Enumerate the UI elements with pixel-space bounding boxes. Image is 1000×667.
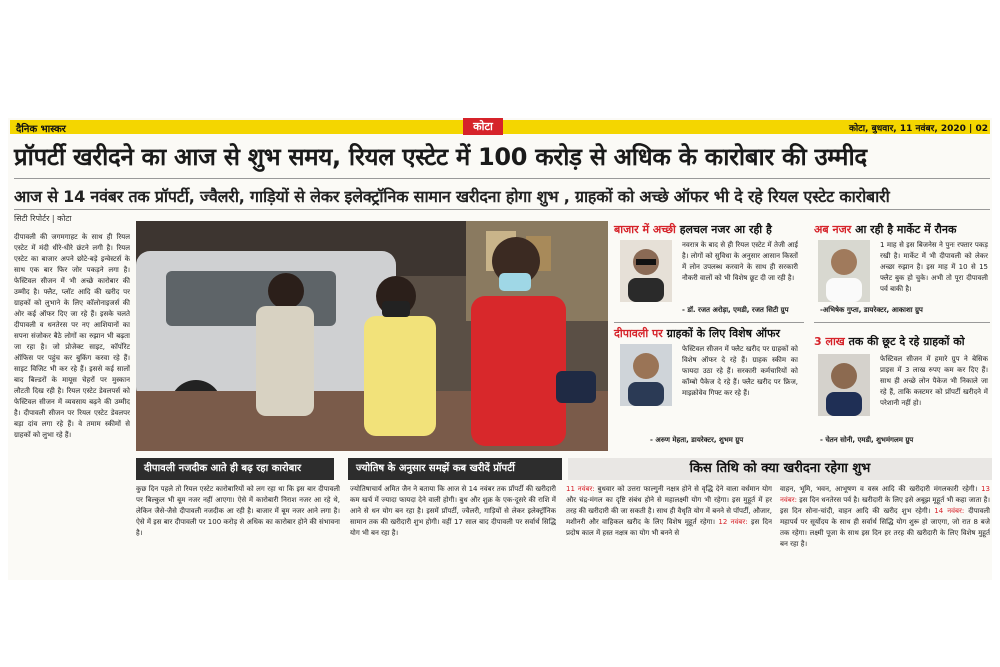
tithi-text: इस दिन प्रदोष काल में हस्त नक्षत्र का योग भी बनने से: [566, 518, 772, 537]
headline: प्रॉपर्टी खरीदने का आज से शुभ समय, रियल एस्टेट में 100 करोड़ से अधिक के कारोबार की उम्मीद: [14, 143, 867, 171]
byline: सिटी रिपोर्टर | कोटा: [14, 214, 72, 223]
divider: [614, 322, 804, 323]
tithi-date: 12 नवंबर:: [718, 518, 748, 526]
rounak-section-caption: -अभिषेक गुप्ता, डायरेक्टर, आकाशा ग्रुप: [820, 306, 923, 314]
diwali-section-title: दीपावली नजदीक आते ही बढ़ रहा कारोबार: [136, 458, 334, 480]
offer-section-text: फेस्टिवल सीजन में फ्लैट खरीद पर ग्राहकों को विशेष ऑफर दे रहे हैं। ग्राहक स्कीम का फायदा उठा रहे हैं। सरकारी कर्मचारियों को कॉम्बो पैकेज दे रहे हैं। फ्लैट खरीद पर फ्रिज, माइक्रोवेव गिफ्ट कर रहे हैं।: [682, 345, 798, 397]
tithi-text: वाहन, भूमि, भवन, आभूषण व वस्त्र आदि की खरीदारी मंगलकारी रहेगी।: [780, 485, 978, 493]
discount-section-title: 3 लाख तक की छूट दे रहे ग्राहकों को: [814, 335, 965, 348]
rounak-section-text: 1 माह से इस बिजनेस ने पुनः रफ्तार पकड़ रखी है। मार्केट में भी दीपावली को लेकर अच्छा रुझान है। इस माह में 10 से 15 फ्लैट बुक हो चुके। अभी तो पूरा दीपावली पर्व बाकी है।: [880, 241, 988, 293]
main-photo: [136, 221, 608, 451]
offer-section-caption: - अरुण मेहता, डायरेक्टर, शुभम ग्रुप: [650, 436, 744, 444]
dateline: कोटा, बुधवार, 11 नवंबर, 2020 | 02: [848, 124, 988, 134]
photo-rajat-arora: [620, 240, 672, 302]
photo-abhishek-gupta: [818, 240, 870, 302]
divider: [14, 209, 990, 210]
city-label: कोटा: [463, 118, 503, 135]
market-section-title: बाजार में अच्छी हलचल नजर आ रही है: [614, 223, 772, 236]
offer-section-title: दीपावली पर ग्राहकों के लिए विशेष ऑफर: [614, 327, 781, 340]
tithi-text: दीपावली महापर्व पर सूर्योदय के साथ ही सर्वार्थ सिद्धि योग शुरू हो जाएगा, जो रात 8 बजे तक रहेगा। लक्ष्मी पूजा के साथ इस दिन हर तरह की खरीदारी के लिए विशेष मुहूर्त बन रहा है।: [780, 507, 990, 548]
diwali-section-text: कुछ दिन पहले तो रियल एस्टेट कारोबारियों को लग रहा था कि इस बार दीपावली पर बिल्कुल भी बूम नजर नहीं आएगा। ऐसे में कारोबारी निराश नजर आ रहे थे, लेकिन जैसे-जैसे दीपावली नजदीक आ रही है। बाजार में बूम नजर आने लगा है। ऐसे में इस बार दीपावली पर 100 करोड़ से अधिक का कारोबार होने की संभावना है।: [136, 485, 340, 537]
market-section-text: नवरात्र के बाद से ही रियल एस्टेट में तेजी आई है। लोगों को सुविधा के अनुसार आसान किस्तों में लोन उपलब्ध करवाने के साथ ही सरकारी नौकरी वालों को भी विशेष छूट दी जा रही है।: [682, 241, 798, 282]
tithi-left-column: [566, 484, 772, 574]
rounak-section-title: अब नजर आ रही है मार्केट में रौनक: [814, 223, 957, 236]
left-column-text: दीपावली की जगमगाहट के साथ ही रियल एस्टेट में मंदी धीरे-धीरे छंटने लगी है। रियल एस्टेट का बाजार अपने छोटे-बड़े इन्वेस्टर्स के साथ एक बार फिर जोर पकड़ने लगा है। फेस्टिवल सीजन में भी अच्छे कारोबार की उम्मीद है। फ्लैट, प्लॉट आदि की खरीद पर ग्राहकों को लुभाने के लिए कॉलोनाइजर्स की ओर कई ऑफर दिए जा रहे हैं। इसके चलते दीपावली व धनतेरस पर नए आशियानों का सपना संजोकर बैठे लोगों का रुझान भी बढ़ता जा रहा है। जो प्रोजेक्ट साइट, कॉर्पोरेट ऑफिस पर पहुंच कर बुकिंग करवा रहे हैं। साइट विजिट भी कर रहे हैं। इससे कई सालों बाद बिल्डरों के मायूस चेहरों पर मुस्कान लौटती दिख रही है। रियल एस्टेट डेवलपर्स को फेस्टिवल सीजन में व्यवसाय बढ़ने की उम्मीद है। दीपावली सीजन पर रियल एस्टेट डेवलपर बड़ा दांव लगा रहे हैं। वे तमाम स्कीमों से ग्राहकों को लुभा रहे हैं।: [14, 233, 130, 439]
tithi-text: इस दिन धनतेरस पर्व है। खरीदारी के लिए इसे अबूझ मूहूर्त भी कहा जाता है। इस दिन सोना-चांदी, वाहन आदि की खरीद शुभ रहेगी।: [780, 496, 990, 515]
tithi-date: 11 नवंबर:: [566, 485, 595, 493]
photo-arun-mehta: [620, 344, 672, 406]
discount-section-caption: - चेतन सोनी, एमडी, शुभमंगलम ग्रुप: [820, 436, 914, 444]
tithi-right-column: [780, 484, 990, 574]
market-section-caption: - डॉ. रजत अरोड़ा, एमडी, रजत सिटी ग्रुप: [682, 306, 789, 314]
divider: [814, 322, 990, 323]
divider: [14, 178, 990, 179]
astrology-section-title: ज्योतिष के अनुसार समझें कब खरीदें प्रॉपर्टी: [348, 458, 562, 480]
subheadline: आज से 14 नवंबर तक प्रॉपर्टी, ज्वैलरी, गाड़ियों से लेकर इलेक्ट्रॉनिक सामान खरीदना होगा शुभ , ग्राहकों को अच्छे ऑफर भी दे रहे रियल एस्टेट कारोबारी: [14, 187, 890, 206]
tithi-date: 14 नवंबर:: [934, 507, 965, 515]
tithi-section-title: किस तिथि को क्या खरीदना रहेगा शुभ: [568, 458, 992, 480]
photo-chetan-soni: [818, 354, 870, 416]
tithi-text: बुधवार को उत्तरा फाल्गुनी नक्षत्र होने से वृद्धि देने वाला वर्धमान योग और चंद्र-मंगल का दृष्टि संबंध होने से महालक्ष्मी योग भी रहेगा। इस मुहूर्त में हर तरह की खरीदारी की जा सकती है। साथ ही वैधृति योग में बनने से पॉपर्टी, औजार, मशीनरी और वाहिकल खरीद के लिए विशेष मूहूर्त रहेगा।: [566, 485, 772, 526]
brand-logo: दैनिक भास्कर: [16, 124, 66, 135]
astrology-section-text: ज्योतिषाचार्य अमित जैन ने बताया कि आज से 14 नवंबर तक प्रॉपर्टी की खरीदारी कम खर्च में ज्यादा फायदा देने वाली होगी। बुध और शुक्र के एक-दूसरे की राशि में आने से धन योग बन रहा है। इसमें प्रॉपर्टी, ज्वैलरी, गाड़ियों से लेकर इलेक्ट्रॉनिक सामान तक की खरीदारी शुभ होगी। वहीं 17 साल बाद दीपावली पर सर्वार्थ सिद्धि योग भी बन रहा है।: [350, 485, 556, 537]
discount-section-text: फेस्टिवल सीजन में हमारे ग्रुप ने बेसिक प्राइस में 3 लाख रुपए कम कर दिए हैं। साथ ही अच्छे लोन पैकेज भी निकाले जा रहे हैं, ताकि कस्टमर को प्रॉपर्टी खरीदने में परेशानी नहीं हो।: [880, 355, 988, 407]
tithi-date: 13 नवंबर:: [780, 485, 990, 504]
